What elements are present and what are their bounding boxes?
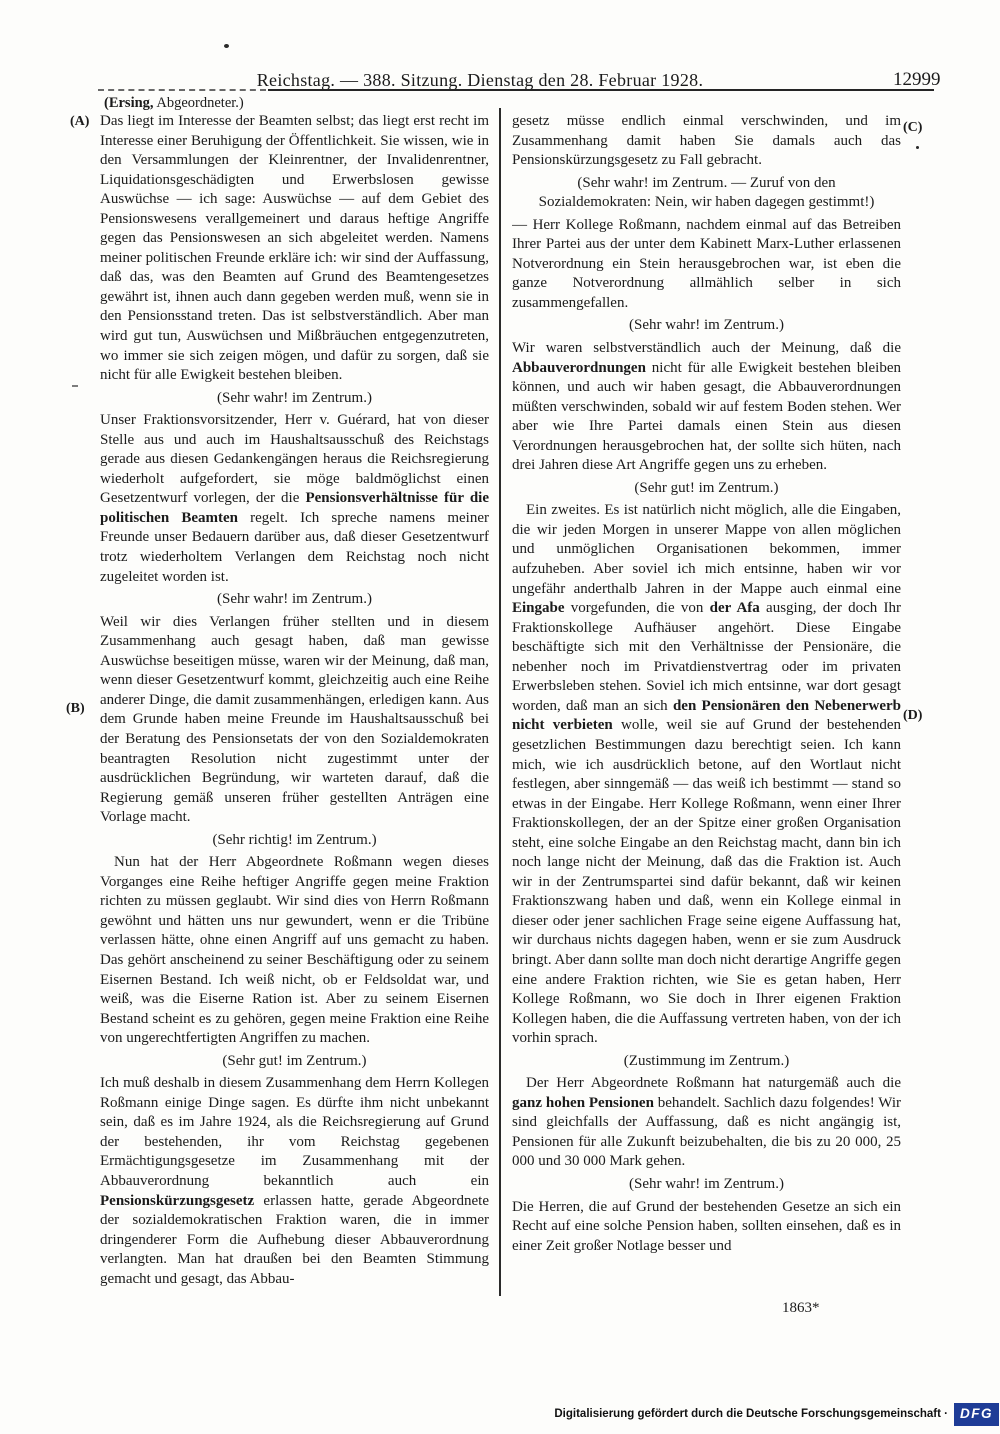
margin-marker-d: (D) — [903, 708, 923, 723]
signature-footnote: 1863* — [782, 1300, 820, 1316]
paragraph — [100, 112, 489, 386]
paragraph — [512, 501, 901, 1048]
interjection: (Sehr wahr! im Zentrum.) — [629, 1175, 784, 1192]
bold-emphasis: der Afa — [709, 600, 760, 617]
body-text: regelt. Ich spreche namens meiner Freunde unser Bedauern darüber aus, daß dieser Gesetzentwurf trotz wiederholtem Verlangen dem Reichstag noch nicht zugeleitet worden ist. — [100, 509, 489, 585]
paragraph — [100, 411, 489, 587]
interjection: (Sehr wahr! im Zentrum.) — [217, 591, 372, 608]
ink-speck — [72, 385, 78, 387]
speaker-role: Abgeordneter.) — [153, 95, 244, 111]
paragraph — [100, 613, 489, 828]
text-column-right — [512, 112, 901, 1312]
body-text: erlassen hatte, gerade Abgeordnete der sozialdemokratischen Fraktion waren, die in immer dringenderer Form die Aufhebung dieser Abbauverordnung verlangten. Man hat draußen bei den Beamten Stimmung gemacht und gesagt, das Abbau- — [100, 1192, 489, 1287]
dfg-logo: DFG — [954, 1403, 999, 1426]
body-text: nicht für alle Ewigkeit bestehen bleiben können, und auch wir haben gesagt, die Abbauverordnungen müßten verschwinden, sobald wir auf festem Boden stehen. Wer aber wie Ihre Partei damals einen Stein aus diesen Verordnungen herausgebrochen hat, der sollte sich hüten, nach drei Jahren diese Art Angriffe gegen uns zu erheben. — [512, 359, 901, 474]
interjection: (Sehr wahr! im Zentrum.) — [629, 317, 784, 334]
body-text: Wir waren selbstverständlich auch der Meinung, daß die — [512, 340, 901, 357]
body-text: Ich muß deshalb in diesem Zusammenhang dem Herrn Kollegen Roßmann einige Dinge sagen. Es dürfte ihm nicht unbekannt sein, daß es im Jahre 1924, als die Reichsregierung auf Grund der bestehenden, ihr vom Reichstag gegebenen Ermächtigungsgesetze im Zusammenhang mit der Abbauverordnung bekanntlich auch ein — [100, 1075, 489, 1189]
interjection: (Sehr gut! im Zentrum.) — [222, 1052, 367, 1069]
page-number: 12999 — [893, 69, 941, 90]
interjection: (Sehr gut! im Zentrum.) — [634, 479, 779, 496]
body-text: Weil wir dies Verlangen früher stellten und in diesem Zusammenhang auch gesagt haben, daß man gewisse Auswüchse beseitigen müsse, waren wir der Meinung, daß man, wenn dieser Gesetzentwurf kommt, gleichzeitig auch eine Reihe anderer Dinge, die damit zusammenhängen, erledigen kann. Aus dem Grunde haben meine Freunde im Haushaltsausschuß bei der Beratung des Pensionsetats der von den Sozialdemokraten beantragten Resolution nicht zugestimmt unter der ausdrücklichen Begründung, wir warteten darauf, daß die Regierung gemäß unseren früher gestellten Anträgen eine Vorlage macht. — [100, 613, 489, 826]
paragraph — [512, 216, 901, 314]
bold-emphasis: Abbauverordnungen — [512, 359, 646, 376]
digitization-credit-text: Digitalisierung gefördert durch die Deutsche Forschungsgemeinschaft · — [554, 1408, 948, 1421]
bold-emphasis: Pensionskürzungsgesetz — [100, 1192, 255, 1209]
margin-marker-c: (C) — [903, 120, 923, 135]
margin-marker-a: (A) — [70, 114, 90, 129]
speaker-name: (Ersing, — [104, 95, 154, 111]
paragraph — [100, 1074, 489, 1289]
body-text: wolle, weil sie auf Grund der bestehenden gesetzlichen Bestimmungen dazu berechtigt seien. Ich kann mich, wie ich ausdrücklich betone, auf den Wortlaut nicht festlegen, aber sinngemäß — das weiß ich bestimmt — stand so etwas in der Eingabe. Herr Kollege Roßmann, wenn einer Ihrer Fraktionskollegen, der an der Spitze einer großen Organisation steht, eine solche Eingabe an den Reichstag macht, dann bin ich noch lange nicht der Meinung, daß das die Fraktion ist. Auch wir in der Zentrumspartei sind dafür bekannt, daß wir keinen Fraktionszwang haben und daß, wenn ein Kollege einmal in dieser oder jener sachlichen Frage seine eigene Auffassung hat, wir durchaus nichts dagegen haben, wenn er sie zum Ausdruck bringt. Aber dann sollte man doch nicht derartige Angriffe gegen eine andere Fraktion richten, wie Sie es getan haben, Herr Kollege Roßmann, wo Sie doch in Ihrer eigenen Fraktion Kollegen haben, die die Auffassung vertreten haben, von der ich vorhin sprach. — [512, 717, 901, 1047]
text-column-left — [100, 112, 489, 1312]
body-text: Das liegt im Interesse der Beamten selbst; das liegt erst recht im Interesse einer Beruhigung der Öffentlichkeit. Sie wissen, wie in den Versammlungen der Kleinrentner, der Invalidenrentner, Liquidationsgeschädigten und Erwerbslosen gewisse Auswüchse — ich sage: Auswüchse — auf dem Gebiet des Pensionswesens verallgemeinert und daraus heftige Angriffe gegen das Pensionswesen an sich abgeleitet werden. Namens meiner politischen Freunde erkläre ich: wir sind der Auffassung, daß das, was den Beamten auf Grund des Beamtengesetzes gewährt ist, ihnen auch dann gegeben werden muß, wenn sie in den Pensionsstand treten. Das ist selbstverständlich. Aber man wird gut tun, Auswüchsen und Mißbräuchen entgegenzutreten, wo immer sie sich zeigen mögen, und dafür zu sorgen, daß sie nicht für alle Ewigkeit bestehen bleiben. — [100, 113, 489, 384]
body-text: — Herr Kollege Roßmann, nachdem einmal auf das Betreiben Ihrer Partei aus der unter dem Kabinett Marx-Luther erlassenen Notverordnung ein Stein herausgebrochen war, ist eben die ganze Notverordnung allmählich selber in sich zusammengefallen. — [512, 216, 901, 311]
page-header-title: Reichstag. — 388. Sitzung. Dienstag den 28. Februar 1928. — [256, 70, 704, 90]
bold-emphasis: ganz hohen Pensionen — [512, 1094, 654, 1111]
interjection: (Sehr wahr! im Zentrum.) — [217, 389, 372, 406]
body-text: vorgefunden, die von — [564, 600, 710, 617]
body-text: Unser Fraktionsvorsitzender, Herr v. Guérard, hat von dieser Stelle aus und auch im Haushaltsausschuß des Reichstags gerade aus diesen Gedankengängen heraus die Reichsregierung wiederholt aufgefordert, sie möge baldmöglichst einen Gesetzentwurf vorlegen, der die — [100, 412, 489, 507]
ink-speck — [916, 146, 919, 149]
header-rule — [268, 89, 934, 91]
digitization-footer — [554, 1403, 999, 1426]
interjection: (Sehr wahr! im Zentrum. — Zuruf von den Sozialdemokraten: Nein, wir haben dagegen gestimmt!) — [538, 174, 875, 211]
bold-emphasis: Eingabe — [512, 600, 565, 617]
paragraph — [100, 853, 489, 1048]
interjection: (Sehr richtig! im Zentrum.) — [212, 831, 377, 848]
body-text: gesetz müsse endlich einmal verschwinden, und im Zusammenhang damit haben Sie damals auch das Pensionskürzungsgesetz zu Fall gebracht. — [512, 113, 901, 169]
body-text: Der Herr Abgeordnete Roßmann hat naturgemäß auch die — [526, 1075, 901, 1092]
paragraph — [512, 1198, 901, 1257]
paragraph — [512, 339, 901, 476]
header-rule-faded — [98, 89, 266, 91]
body-text: Nun hat der Herr Abgeordnete Roßmann wegen dieses Vorganges eine Reihe heftiger Angriffe gegen meine Fraktion richten zu müssen geglaubt. Wir sind dies von Herrn Roßmann gewöhnt und hätten uns nur gewundert, wenn er die Tribüne verlassen hätte, ohne einen Angriff auf uns gemacht zu haben. Das gehört anscheinend zu seiner Beschäftigung oder zu seinem Eisernen Bestand. Ich weiß nicht, ob er Feldsoldat war, und weiß, was die Eiserne Ration ist. Aber zu seinem Eisernen Bestand scheint es zu gehören, gegen meine Fraktion eine Reihe von ungerechtfertigten Angriffen zu machen. — [100, 854, 489, 1047]
ink-speck — [224, 44, 229, 48]
paragraph — [512, 1074, 901, 1172]
body-text: Die Herren, die auf Grund der bestehenden Gesetze an sich ein Recht auf eine solche Pension haben, sollten einsehen, daß es in einer Zeit großer Notlage besser und — [512, 1198, 901, 1254]
body-text: ausging, der doch Ihr Fraktionskollege Aufhäuser angehört. Diese Eingabe beschäftigte sich mit den Verhältnisse der Pensionäre, die nebenher noch im Privatdienstvertrag oder im privaten Erwerbsleben stehen. Soviel ich mich entsinne, war dort gesagt worden, daß man an sich — [512, 600, 901, 714]
body-text: Ein zweites. Es ist natürlich nicht möglich, alle die Eingaben, die wir jeden Morgen in unserer Mappe von allen möglichen und unmöglichen Organisationen bekommen, immer aufzuheben. Aber soviel ich mich entsinne, haben wir vor ungefähr anderthalb Jahren in der Mappe auch einmal eine — [512, 502, 901, 597]
bold-emphasis: den Pensionären den Nebenerwerb nicht verbieten — [512, 697, 901, 734]
margin-marker-b: (B) — [66, 701, 85, 716]
bold-emphasis: Pensionsverhältnisse für die politischen Beamten — [100, 490, 489, 526]
speaker-continuation-line — [104, 95, 244, 112]
column-divider-rule — [499, 108, 501, 1296]
body-text: behandelt. Sachlich dazu folgendes! Wir sind gleichfalls der Auffassung, daß es nicht angängig ist, Pensionen für alle Zukunft beizubehalten, die bis zu 20 000, 25 000 und 30 000 Mark gehen. — [512, 1094, 901, 1170]
interjection: (Zustimmung im Zentrum.) — [623, 1052, 790, 1069]
paragraph — [512, 112, 901, 171]
